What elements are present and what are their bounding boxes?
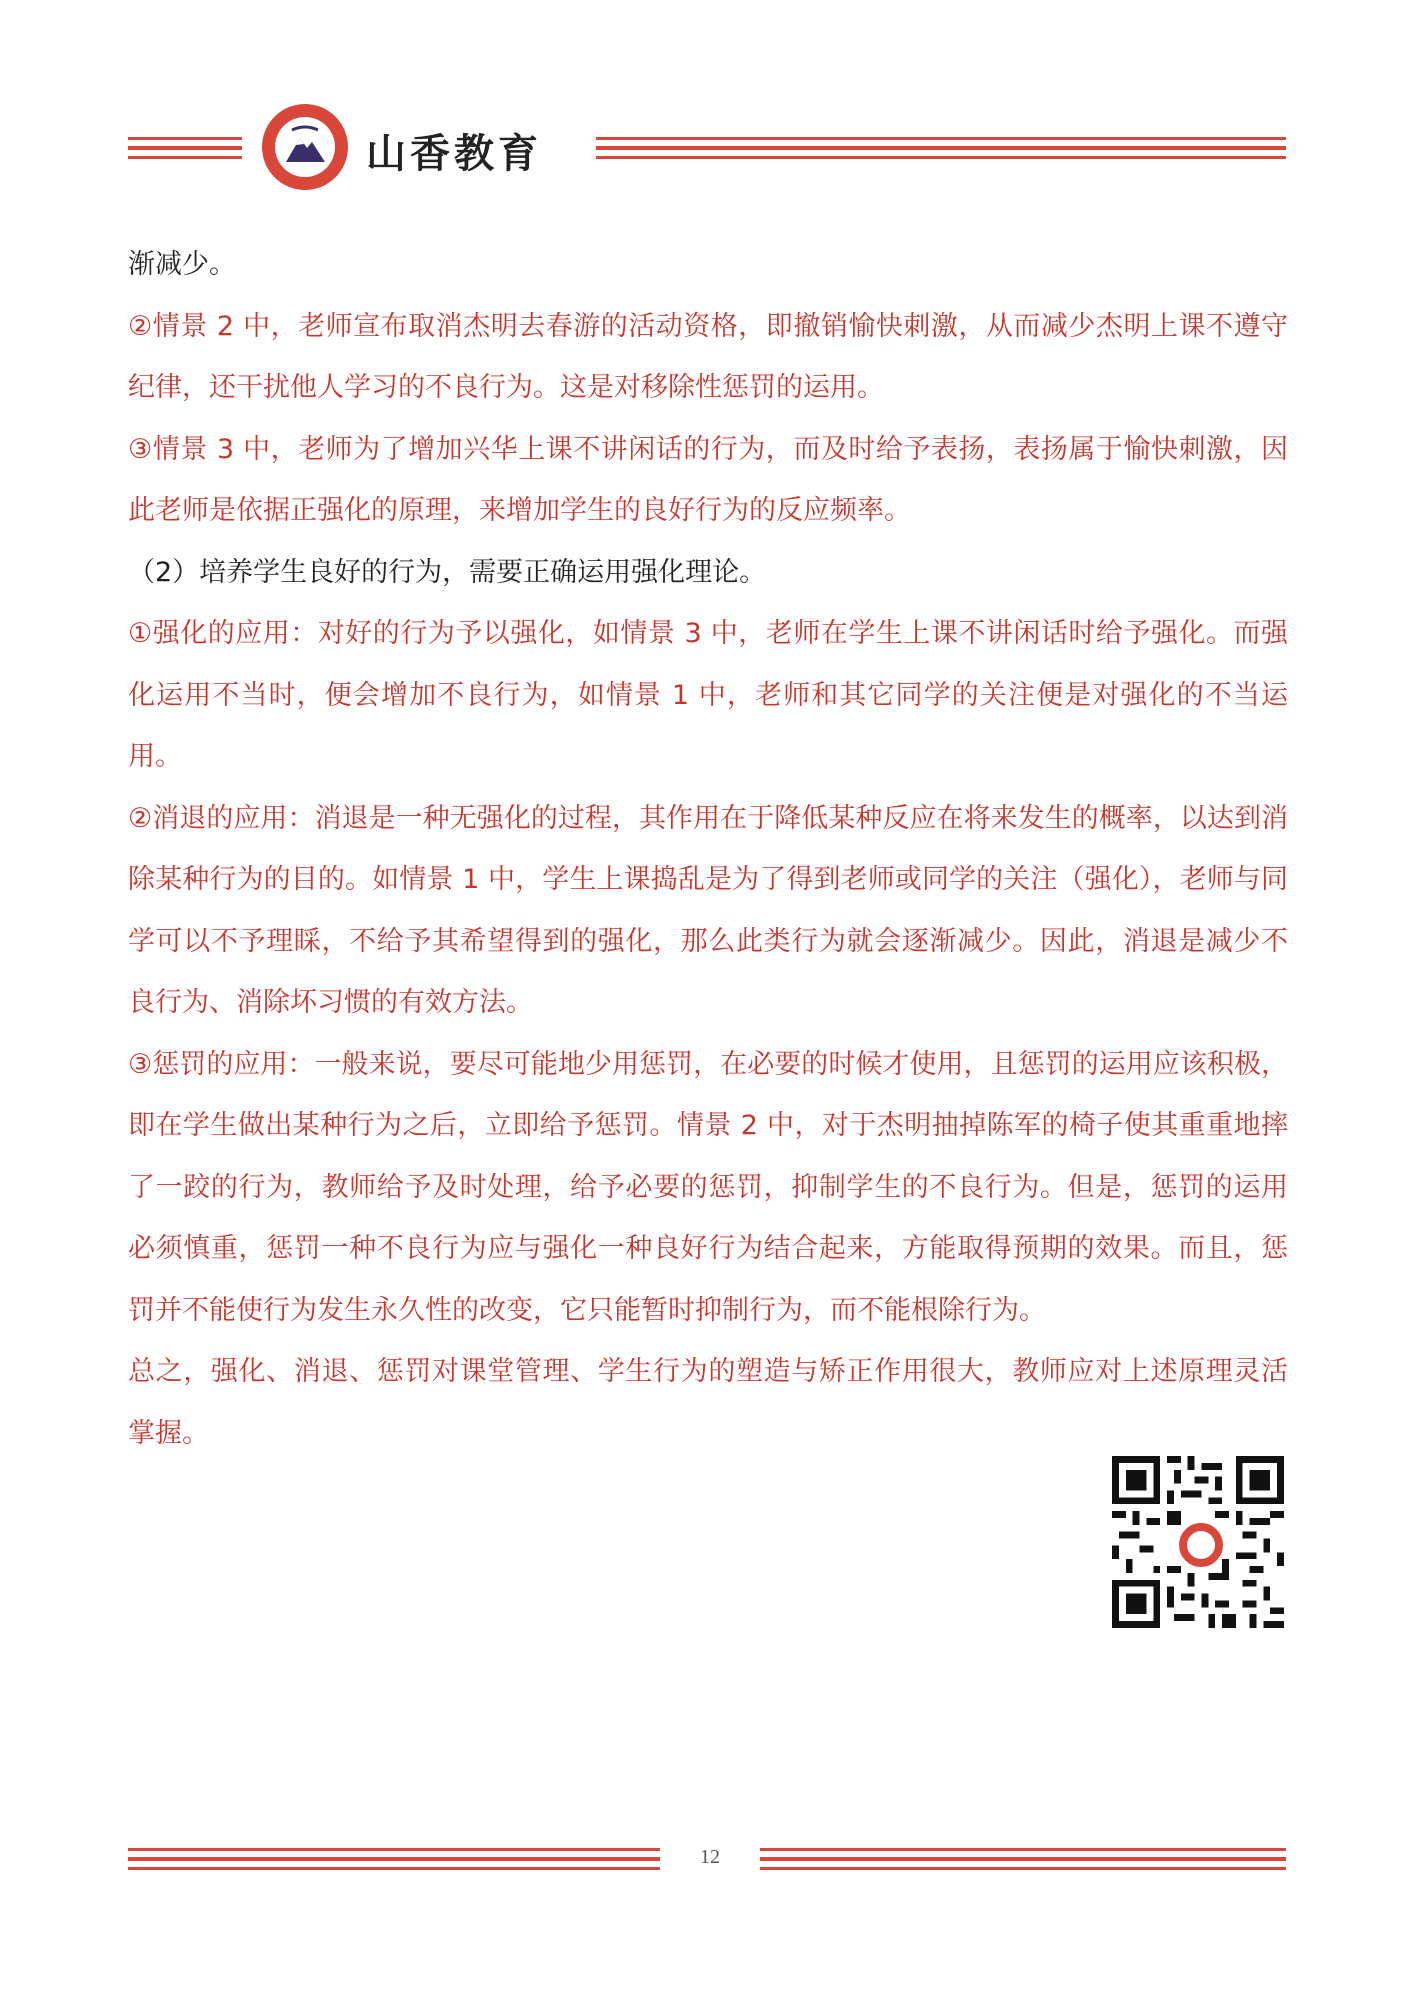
paragraph: （2）培养学生良好的行为，需要正确运用强化理论。: [128, 556, 767, 588]
paragraph: ②情景 2 中，老师宣布取消杰明去春游的活动资格，即撤销愉快刺激，从而减少杰明上课不遵守纪律，还干扰他人学习的不良行为。这是对移除性惩罚的运用。: [128, 310, 1288, 403]
paragraph: ①强化的应用：对好的行为予以强化，如情景 3 中，老师在学生上课不讲闲话时给予强化。而强化运用不当时，便会增加不良行为，如情景 1 中，老师和其它同学的关注便是对强化的不当运用。: [128, 618, 1288, 772]
paragraph: 渐减少。: [128, 249, 236, 280]
paragraph: 总之，强化、消退、惩罚对课堂管理、学生行为的塑造与矫正作用很大，教师应对上述原理灵活掌握。: [128, 1356, 1288, 1449]
paragraph: ③情景 3 中，老师为了增加兴华上课不讲闲话的行为，而及时给予表扬，表扬属于愉快刺激，因此老师是依据正强化的原理，来增加学生的良好行为的反应频率。: [128, 433, 1288, 526]
paragraph: ②消退的应用：消退是一种无强化的过程，其作用在于降低某种反应在将来发生的概率，以达到消除某种行为的目的。如情景 1 中，学生上课捣乱是为了得到老师或同学的关注（强化），老师与同学可以不予理睬，不给予其希望得到的强化，那么此类行为就会逐渐减少。因此，消退是减少不良行为、消除坏习惯的有效方法。: [128, 802, 1288, 1018]
qr-center-logo: [1176, 1520, 1226, 1570]
footer-rule-right: [760, 1848, 1286, 1870]
header-rule-right: [596, 137, 1286, 159]
brand-logo: [262, 104, 348, 190]
brand-name: 山香教育: [366, 130, 542, 177]
footer-rule-left: [128, 1848, 660, 1870]
mountain-icon: [262, 104, 348, 190]
header-rule-left: [128, 137, 242, 159]
document-body: [128, 234, 1288, 1464]
page-number: 12: [700, 1846, 720, 1868]
paragraph: ③惩罚的应用：一般来说，要尽可能地少用惩罚，在必要的时候才使用，且惩罚的运用应该积极，即在学生做出某种行为之后，立即给予惩罚。情景 2 中，对于杰明抽掉陈军的椅子使其重重地摔了一跤的行为，教师给予及时处理，给予必要的惩罚，抑制学生的不良行为。但是，惩罚的运用必须慎重，惩罚一种不良行为应与强化一种良好行为结合起来，方能取得预期的效果。而且，惩罚并不能使行为发生永久性的改变，它只能暂时抑制行为，而不能根除行为。: [128, 1048, 1288, 1326]
